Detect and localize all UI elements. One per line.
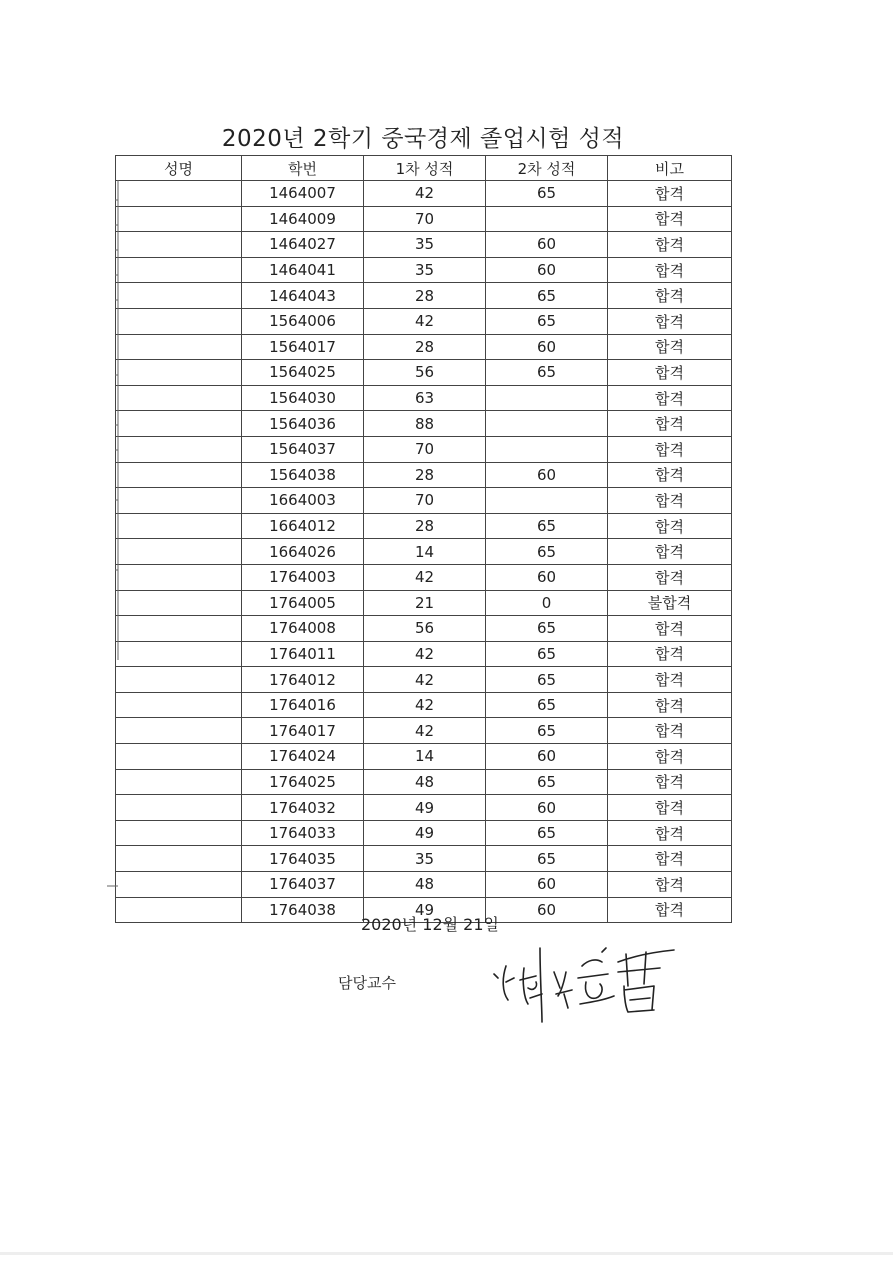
score-1-cell: 28 xyxy=(364,513,486,539)
table-row xyxy=(116,667,732,693)
name-cell xyxy=(116,667,242,693)
note-cell: 합격 xyxy=(608,718,732,744)
name-cell xyxy=(116,897,242,923)
table-row xyxy=(116,744,732,770)
student-id-cell: 1764037 xyxy=(242,872,364,898)
score-2-cell xyxy=(486,488,608,514)
table-row xyxy=(116,360,732,386)
header-note: 비고 xyxy=(608,156,732,181)
student-id-cell: 1764033 xyxy=(242,820,364,846)
student-id-cell: 1764017 xyxy=(242,718,364,744)
table-row xyxy=(116,385,732,411)
score-1-cell: 63 xyxy=(364,385,486,411)
table-row xyxy=(116,411,732,437)
student-id-cell: 1764008 xyxy=(242,616,364,642)
student-id-cell: 1764032 xyxy=(242,795,364,821)
student-id-cell: 1464007 xyxy=(242,181,364,207)
student-id-cell: 1464009 xyxy=(242,206,364,232)
header-score-1: 1차 성적 xyxy=(364,156,486,181)
note-cell: 합격 xyxy=(608,334,732,360)
name-cell xyxy=(116,795,242,821)
score-2-cell: 60 xyxy=(486,232,608,258)
table-row xyxy=(116,206,732,232)
score-2-cell xyxy=(486,206,608,232)
student-id-cell: 1764038 xyxy=(242,897,364,923)
score-1-cell: 49 xyxy=(364,820,486,846)
score-1-cell: 88 xyxy=(364,411,486,437)
name-cell xyxy=(116,846,242,872)
score-2-cell: 60 xyxy=(486,744,608,770)
student-id-cell: 1764025 xyxy=(242,769,364,795)
name-cell xyxy=(116,692,242,718)
table-row xyxy=(116,616,732,642)
score-1-cell: 48 xyxy=(364,872,486,898)
note-cell: 합격 xyxy=(608,846,732,872)
score-1-cell: 48 xyxy=(364,769,486,795)
student-id-cell: 1664003 xyxy=(242,488,364,514)
note-cell: 합격 xyxy=(608,769,732,795)
table-row xyxy=(116,795,732,821)
scan-edge-line xyxy=(0,1252,893,1255)
score-1-cell: 42 xyxy=(364,308,486,334)
table-row xyxy=(116,436,732,462)
score-2-cell: 65 xyxy=(486,616,608,642)
note-cell: 합격 xyxy=(608,385,732,411)
student-id-cell: 1564025 xyxy=(242,360,364,386)
student-id-cell: 1564030 xyxy=(242,385,364,411)
student-id-cell: 1464043 xyxy=(242,283,364,309)
student-id-cell: 1764003 xyxy=(242,564,364,590)
name-cell xyxy=(116,283,242,309)
name-cell xyxy=(116,488,242,514)
score-2-cell: 65 xyxy=(486,846,608,872)
professor-signature xyxy=(484,938,684,1030)
student-id-cell: 1464027 xyxy=(242,232,364,258)
student-id-cell: 1764035 xyxy=(242,846,364,872)
score-1-cell: 70 xyxy=(364,206,486,232)
score-2-cell: 65 xyxy=(486,667,608,693)
table-row xyxy=(116,232,732,258)
name-cell xyxy=(116,308,242,334)
table-row xyxy=(116,513,732,539)
score-2-cell: 0 xyxy=(486,590,608,616)
score-2-cell: 60 xyxy=(486,257,608,283)
score-1-cell: 35 xyxy=(364,257,486,283)
score-1-cell: 42 xyxy=(364,718,486,744)
note-cell: 합격 xyxy=(608,206,732,232)
score-2-cell: 65 xyxy=(486,769,608,795)
name-cell xyxy=(116,769,242,795)
score-2-cell: 65 xyxy=(486,283,608,309)
name-cell xyxy=(116,334,242,360)
score-1-cell: 42 xyxy=(364,641,486,667)
note-cell: 합격 xyxy=(608,513,732,539)
score-2-cell: 65 xyxy=(486,539,608,565)
note-cell: 합격 xyxy=(608,667,732,693)
table-row xyxy=(116,590,732,616)
table-row xyxy=(116,846,732,872)
score-2-cell: 65 xyxy=(486,641,608,667)
document-date: 2020년 12월 21일 xyxy=(361,915,499,934)
name-cell xyxy=(116,513,242,539)
note-cell: 합격 xyxy=(608,744,732,770)
score-1-cell: 21 xyxy=(364,590,486,616)
note-cell: 합격 xyxy=(608,181,732,207)
table-row xyxy=(116,692,732,718)
name-cell xyxy=(116,820,242,846)
score-1-cell: 35 xyxy=(364,846,486,872)
note-cell: 합격 xyxy=(608,411,732,437)
table-row xyxy=(116,769,732,795)
score-1-cell: 49 xyxy=(364,795,486,821)
header-score-2: 2차 성적 xyxy=(486,156,608,181)
note-cell: 합격 xyxy=(608,232,732,258)
table-row xyxy=(116,564,732,590)
name-cell xyxy=(116,539,242,565)
score-2-cell: 65 xyxy=(486,181,608,207)
name-cell xyxy=(116,181,242,207)
student-id-cell: 1564017 xyxy=(242,334,364,360)
name-cell xyxy=(116,232,242,258)
table-row xyxy=(116,872,732,898)
score-2-cell: 60 xyxy=(486,334,608,360)
table-row xyxy=(116,539,732,565)
student-id-cell: 1564038 xyxy=(242,462,364,488)
score-1-cell: 42 xyxy=(364,564,486,590)
score-1-cell: 28 xyxy=(364,283,486,309)
name-cell xyxy=(116,360,242,386)
note-cell: 합격 xyxy=(608,795,732,821)
grades-table xyxy=(115,155,732,923)
note-cell: 합격 xyxy=(608,488,732,514)
score-1-cell: 28 xyxy=(364,334,486,360)
note-cell: 합격 xyxy=(608,872,732,898)
student-id-cell: 1464041 xyxy=(242,257,364,283)
score-2-cell: 60 xyxy=(486,564,608,590)
score-1-cell: 70 xyxy=(364,436,486,462)
note-cell: 합격 xyxy=(608,257,732,283)
student-id-cell: 1764024 xyxy=(242,744,364,770)
table-row xyxy=(116,308,732,334)
table-row xyxy=(116,820,732,846)
name-cell xyxy=(116,257,242,283)
score-2-cell: 60 xyxy=(486,872,608,898)
document-title: 2020년 2학기 중국경제 졸업시험 성적 xyxy=(221,126,625,152)
score-1-cell: 56 xyxy=(364,360,486,386)
score-1-cell: 56 xyxy=(364,616,486,642)
name-cell xyxy=(116,641,242,667)
table-body xyxy=(116,181,732,923)
student-id-cell: 1764016 xyxy=(242,692,364,718)
table-row xyxy=(116,334,732,360)
score-2-cell: 65 xyxy=(486,513,608,539)
score-2-cell: 65 xyxy=(486,308,608,334)
student-id-cell: 1764011 xyxy=(242,641,364,667)
score-1-cell: 42 xyxy=(364,667,486,693)
table-row xyxy=(116,488,732,514)
table-row xyxy=(116,462,732,488)
header-student-id: 학번 xyxy=(242,156,364,181)
name-cell xyxy=(116,872,242,898)
name-cell xyxy=(116,436,242,462)
score-1-cell: 28 xyxy=(364,462,486,488)
margin-marks xyxy=(106,180,120,890)
student-id-cell: 1564037 xyxy=(242,436,364,462)
score-2-cell xyxy=(486,436,608,462)
student-id-cell: 1764012 xyxy=(242,667,364,693)
note-cell: 합격 xyxy=(608,692,732,718)
note-cell: 합격 xyxy=(608,820,732,846)
student-id-cell: 1564006 xyxy=(242,308,364,334)
student-id-cell: 1764005 xyxy=(242,590,364,616)
name-cell xyxy=(116,590,242,616)
student-id-cell: 1664012 xyxy=(242,513,364,539)
note-cell: 합격 xyxy=(608,360,732,386)
table-row xyxy=(116,181,732,207)
note-cell: 불합격 xyxy=(608,590,732,616)
student-id-cell: 1664026 xyxy=(242,539,364,565)
score-2-cell: 60 xyxy=(486,462,608,488)
table-row xyxy=(116,257,732,283)
professor-label: 담당교수 xyxy=(338,974,396,992)
score-1-cell: 42 xyxy=(364,692,486,718)
score-1-cell: 35 xyxy=(364,232,486,258)
name-cell xyxy=(116,462,242,488)
score-2-cell: 65 xyxy=(486,820,608,846)
score-1-cell: 42 xyxy=(364,181,486,207)
name-cell xyxy=(116,564,242,590)
name-cell xyxy=(116,718,242,744)
score-2-cell: 65 xyxy=(486,692,608,718)
name-cell xyxy=(116,411,242,437)
note-cell: 합격 xyxy=(608,897,732,923)
note-cell: 합격 xyxy=(608,641,732,667)
score-1-cell: 14 xyxy=(364,744,486,770)
note-cell: 합격 xyxy=(608,436,732,462)
table-row xyxy=(116,641,732,667)
score-2-cell: 65 xyxy=(486,718,608,744)
note-cell: 합격 xyxy=(608,539,732,565)
note-cell: 합격 xyxy=(608,283,732,309)
score-2-cell: 60 xyxy=(486,795,608,821)
name-cell xyxy=(116,385,242,411)
note-cell: 합격 xyxy=(608,308,732,334)
note-cell: 합격 xyxy=(608,564,732,590)
table-header-row xyxy=(116,156,732,181)
header-name: 성명 xyxy=(116,156,242,181)
note-cell: 합격 xyxy=(608,616,732,642)
score-2-cell xyxy=(486,411,608,437)
student-id-cell: 1564036 xyxy=(242,411,364,437)
score-2-cell xyxy=(486,385,608,411)
score-1-cell: 49 xyxy=(364,897,486,923)
score-2-cell: 60 xyxy=(486,897,608,923)
score-1-cell: 70 xyxy=(364,488,486,514)
name-cell xyxy=(116,744,242,770)
name-cell xyxy=(116,616,242,642)
name-cell xyxy=(116,206,242,232)
note-cell: 합격 xyxy=(608,462,732,488)
table-row xyxy=(116,718,732,744)
score-1-cell: 14 xyxy=(364,539,486,565)
score-2-cell: 65 xyxy=(486,360,608,386)
table-row xyxy=(116,283,732,309)
